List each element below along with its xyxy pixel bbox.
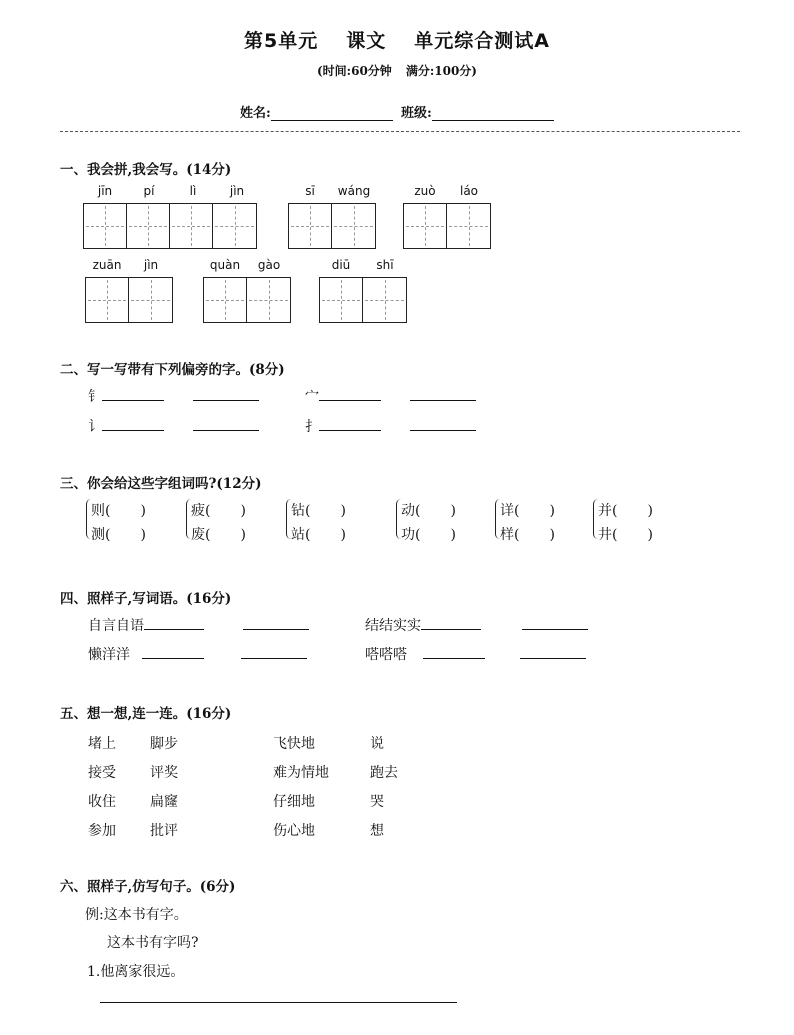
section-5-heading: 五、想一想,连一连。(16分) — [60, 706, 232, 722]
pair-char: 站( — [291, 527, 311, 543]
match-item[interactable]: 批评 — [150, 823, 178, 839]
close-paren: ) — [140, 527, 146, 543]
word-example-1 — [88, 615, 204, 635]
example-word: 自言自语 — [88, 618, 144, 634]
radical-row-2a — [88, 416, 164, 436]
answer-blank[interactable] — [142, 644, 204, 659]
answer-blank[interactable] — [410, 386, 476, 401]
word-pair-2 — [186, 499, 246, 547]
writing-grid-5[interactable] — [203, 277, 291, 323]
answer-blank[interactable] — [241, 644, 307, 659]
match-item[interactable]: 伤心地 — [273, 823, 315, 839]
answer-blank[interactable] — [410, 416, 476, 431]
pair-char: 钻( — [291, 503, 311, 519]
full-score: 满分:100分) — [405, 64, 477, 78]
word-pair-4 — [396, 499, 456, 547]
pair-char: 并( — [598, 503, 618, 519]
grid-cell[interactable] — [204, 278, 247, 322]
answer-blank[interactable] — [522, 615, 588, 630]
answer-blank[interactable] — [144, 615, 204, 630]
match-col-3 — [273, 730, 329, 846]
example-answer: 这本书有字吗? — [107, 935, 199, 951]
pinyin: pí — [143, 184, 155, 198]
class-field[interactable] — [401, 102, 554, 121]
pair-char: 井( — [598, 527, 618, 543]
match-item[interactable]: 脚步 — [150, 736, 178, 752]
pair-char: 样( — [500, 527, 520, 543]
match-item[interactable]: 哭 — [370, 794, 384, 810]
example-word: 结结实实 — [365, 618, 421, 634]
section-3-heading: 三、你会给这些字组词吗?(12分) — [60, 476, 262, 492]
pinyin-group-3 — [403, 184, 491, 198]
divider — [60, 131, 740, 132]
pinyin: jìn — [229, 184, 245, 198]
writing-grid-4[interactable] — [85, 277, 173, 323]
writing-grid-1[interactable] — [83, 203, 257, 249]
match-item[interactable]: 难为情地 — [273, 765, 329, 781]
example-word: 嗒嗒嗒 — [365, 647, 407, 663]
match-item[interactable]: 接受 — [88, 765, 116, 781]
pinyin: jìn — [143, 258, 159, 272]
writing-grid-3[interactable] — [403, 203, 491, 249]
grid-cell[interactable] — [320, 278, 363, 322]
answer-blank[interactable] — [421, 615, 481, 630]
radical: 扌 — [305, 419, 319, 435]
close-paren: ) — [140, 503, 146, 519]
close-paren: ) — [647, 503, 653, 519]
pinyin-group-6 — [319, 258, 407, 272]
answer-blank[interactable] — [319, 416, 381, 431]
pinyin-group-2 — [288, 184, 376, 198]
section-2-heading: 二、写一写带有下列偏旁的字。(8分) — [60, 362, 285, 378]
match-item[interactable]: 堵上 — [88, 736, 116, 752]
grid-cell[interactable] — [289, 204, 332, 248]
answer-blank[interactable] — [423, 644, 485, 659]
radical-row-1b — [305, 386, 381, 406]
radical: 宀 — [305, 389, 319, 405]
match-item[interactable]: 仔细地 — [273, 794, 315, 810]
match-col-2 — [150, 730, 178, 846]
word-pair-1 — [86, 499, 146, 547]
writing-grid-6[interactable] — [319, 277, 407, 323]
pinyin: zuò — [414, 184, 436, 198]
grid-cell[interactable] — [127, 204, 170, 248]
word-example-3 — [88, 644, 204, 664]
close-paren: ) — [340, 527, 346, 543]
match-item[interactable]: 评奖 — [150, 765, 178, 781]
answer-blank[interactable] — [319, 386, 381, 401]
pair-char: 功( — [401, 527, 421, 543]
pinyin-group-5 — [203, 258, 291, 272]
pinyin: diū — [331, 258, 351, 272]
test-meta — [0, 62, 794, 79]
time-limit: (时间:60分钟 — [317, 64, 392, 78]
grid-cell[interactable] — [86, 278, 129, 322]
match-col-4 — [370, 730, 398, 846]
grid-cell[interactable] — [170, 204, 213, 248]
title-unit: 第5单元 — [244, 30, 319, 52]
word-example-4 — [365, 644, 485, 664]
radical-row-2b — [305, 416, 381, 436]
word-pair-6 — [593, 499, 653, 547]
pair-char: 动( — [401, 503, 421, 519]
match-item[interactable]: 跑去 — [370, 765, 398, 781]
grid-cell[interactable] — [447, 204, 490, 248]
match-item[interactable]: 扁窿 — [150, 794, 178, 810]
name-line[interactable] — [271, 106, 393, 121]
example-sentence: 例:这本书有字。 — [85, 907, 188, 923]
radical: 钅 — [88, 389, 102, 405]
pair-char: 详( — [500, 503, 520, 519]
match-item[interactable]: 参加 — [88, 823, 116, 839]
grid-cell[interactable] — [84, 204, 127, 248]
word-example-2 — [365, 615, 481, 635]
section-4-heading: 四、照样子,写词语。(16分) — [60, 591, 232, 607]
title-test: 单元综合测试A — [414, 30, 550, 52]
answer-blank[interactable] — [193, 386, 259, 401]
answer-blank[interactable] — [520, 644, 586, 659]
pinyin: láo — [459, 184, 479, 198]
answer-blank[interactable] — [243, 615, 309, 630]
radical-row-1a — [88, 386, 164, 406]
grid-cell[interactable] — [247, 278, 290, 322]
match-item[interactable]: 说 — [370, 736, 384, 752]
match-item[interactable]: 飞快地 — [273, 736, 315, 752]
pinyin: lì — [189, 184, 197, 198]
section-1-heading: 一、我会拼,我会写。(14分) — [60, 162, 232, 178]
pinyin: gào — [257, 258, 281, 272]
pinyin-group-4 — [85, 258, 173, 272]
close-paren: ) — [549, 527, 555, 543]
radical: 讠 — [88, 419, 102, 435]
close-paren: ) — [240, 503, 246, 519]
pinyin: jīn — [97, 184, 113, 198]
pinyin: quàn — [209, 258, 241, 272]
answer-blank[interactable] — [193, 416, 259, 431]
page-title — [0, 26, 794, 53]
pinyin: zuān — [92, 258, 122, 272]
class-label: 班级: — [401, 106, 432, 121]
close-paren: ) — [450, 527, 456, 543]
pair-char: 则( — [91, 503, 111, 519]
pair-char: 疲( — [191, 503, 211, 519]
close-paren: ) — [549, 503, 555, 519]
section-6-heading: 六、照样子,仿写句子。(6分) — [60, 879, 236, 895]
answer-blank[interactable] — [102, 386, 164, 401]
grid-cell[interactable] — [363, 278, 406, 322]
grid-cell[interactable] — [129, 278, 172, 322]
word-pair-3 — [286, 499, 346, 547]
pair-char: 测( — [91, 527, 111, 543]
title-type: 课文 — [346, 30, 387, 52]
close-paren: ) — [240, 527, 246, 543]
example-word: 懒洋洋 — [88, 647, 130, 663]
pair-char: 废( — [191, 527, 211, 543]
grid-cell[interactable] — [332, 204, 375, 248]
name-field[interactable] — [240, 102, 393, 121]
pinyin-group-1 — [83, 184, 259, 198]
pinyin: wáng — [337, 184, 371, 198]
grid-cell[interactable] — [404, 204, 447, 248]
class-line[interactable] — [432, 106, 554, 121]
close-paren: ) — [647, 527, 653, 543]
match-item[interactable]: 收住 — [88, 794, 116, 810]
word-pair-5 — [495, 499, 555, 547]
pinyin: shī — [376, 258, 394, 272]
close-paren: ) — [450, 503, 456, 519]
match-item[interactable]: 想 — [370, 823, 384, 839]
grid-cell[interactable] — [213, 204, 256, 248]
writing-grid-2[interactable] — [288, 203, 376, 249]
pinyin: sī — [305, 184, 315, 198]
match-col-1 — [88, 730, 116, 846]
close-paren: ) — [340, 503, 346, 519]
answer-blank[interactable] — [102, 416, 164, 431]
question-1: 1.他离家很远。 — [87, 964, 185, 980]
answer-line[interactable] — [100, 1002, 457, 1003]
name-label: 姓名: — [240, 106, 271, 121]
